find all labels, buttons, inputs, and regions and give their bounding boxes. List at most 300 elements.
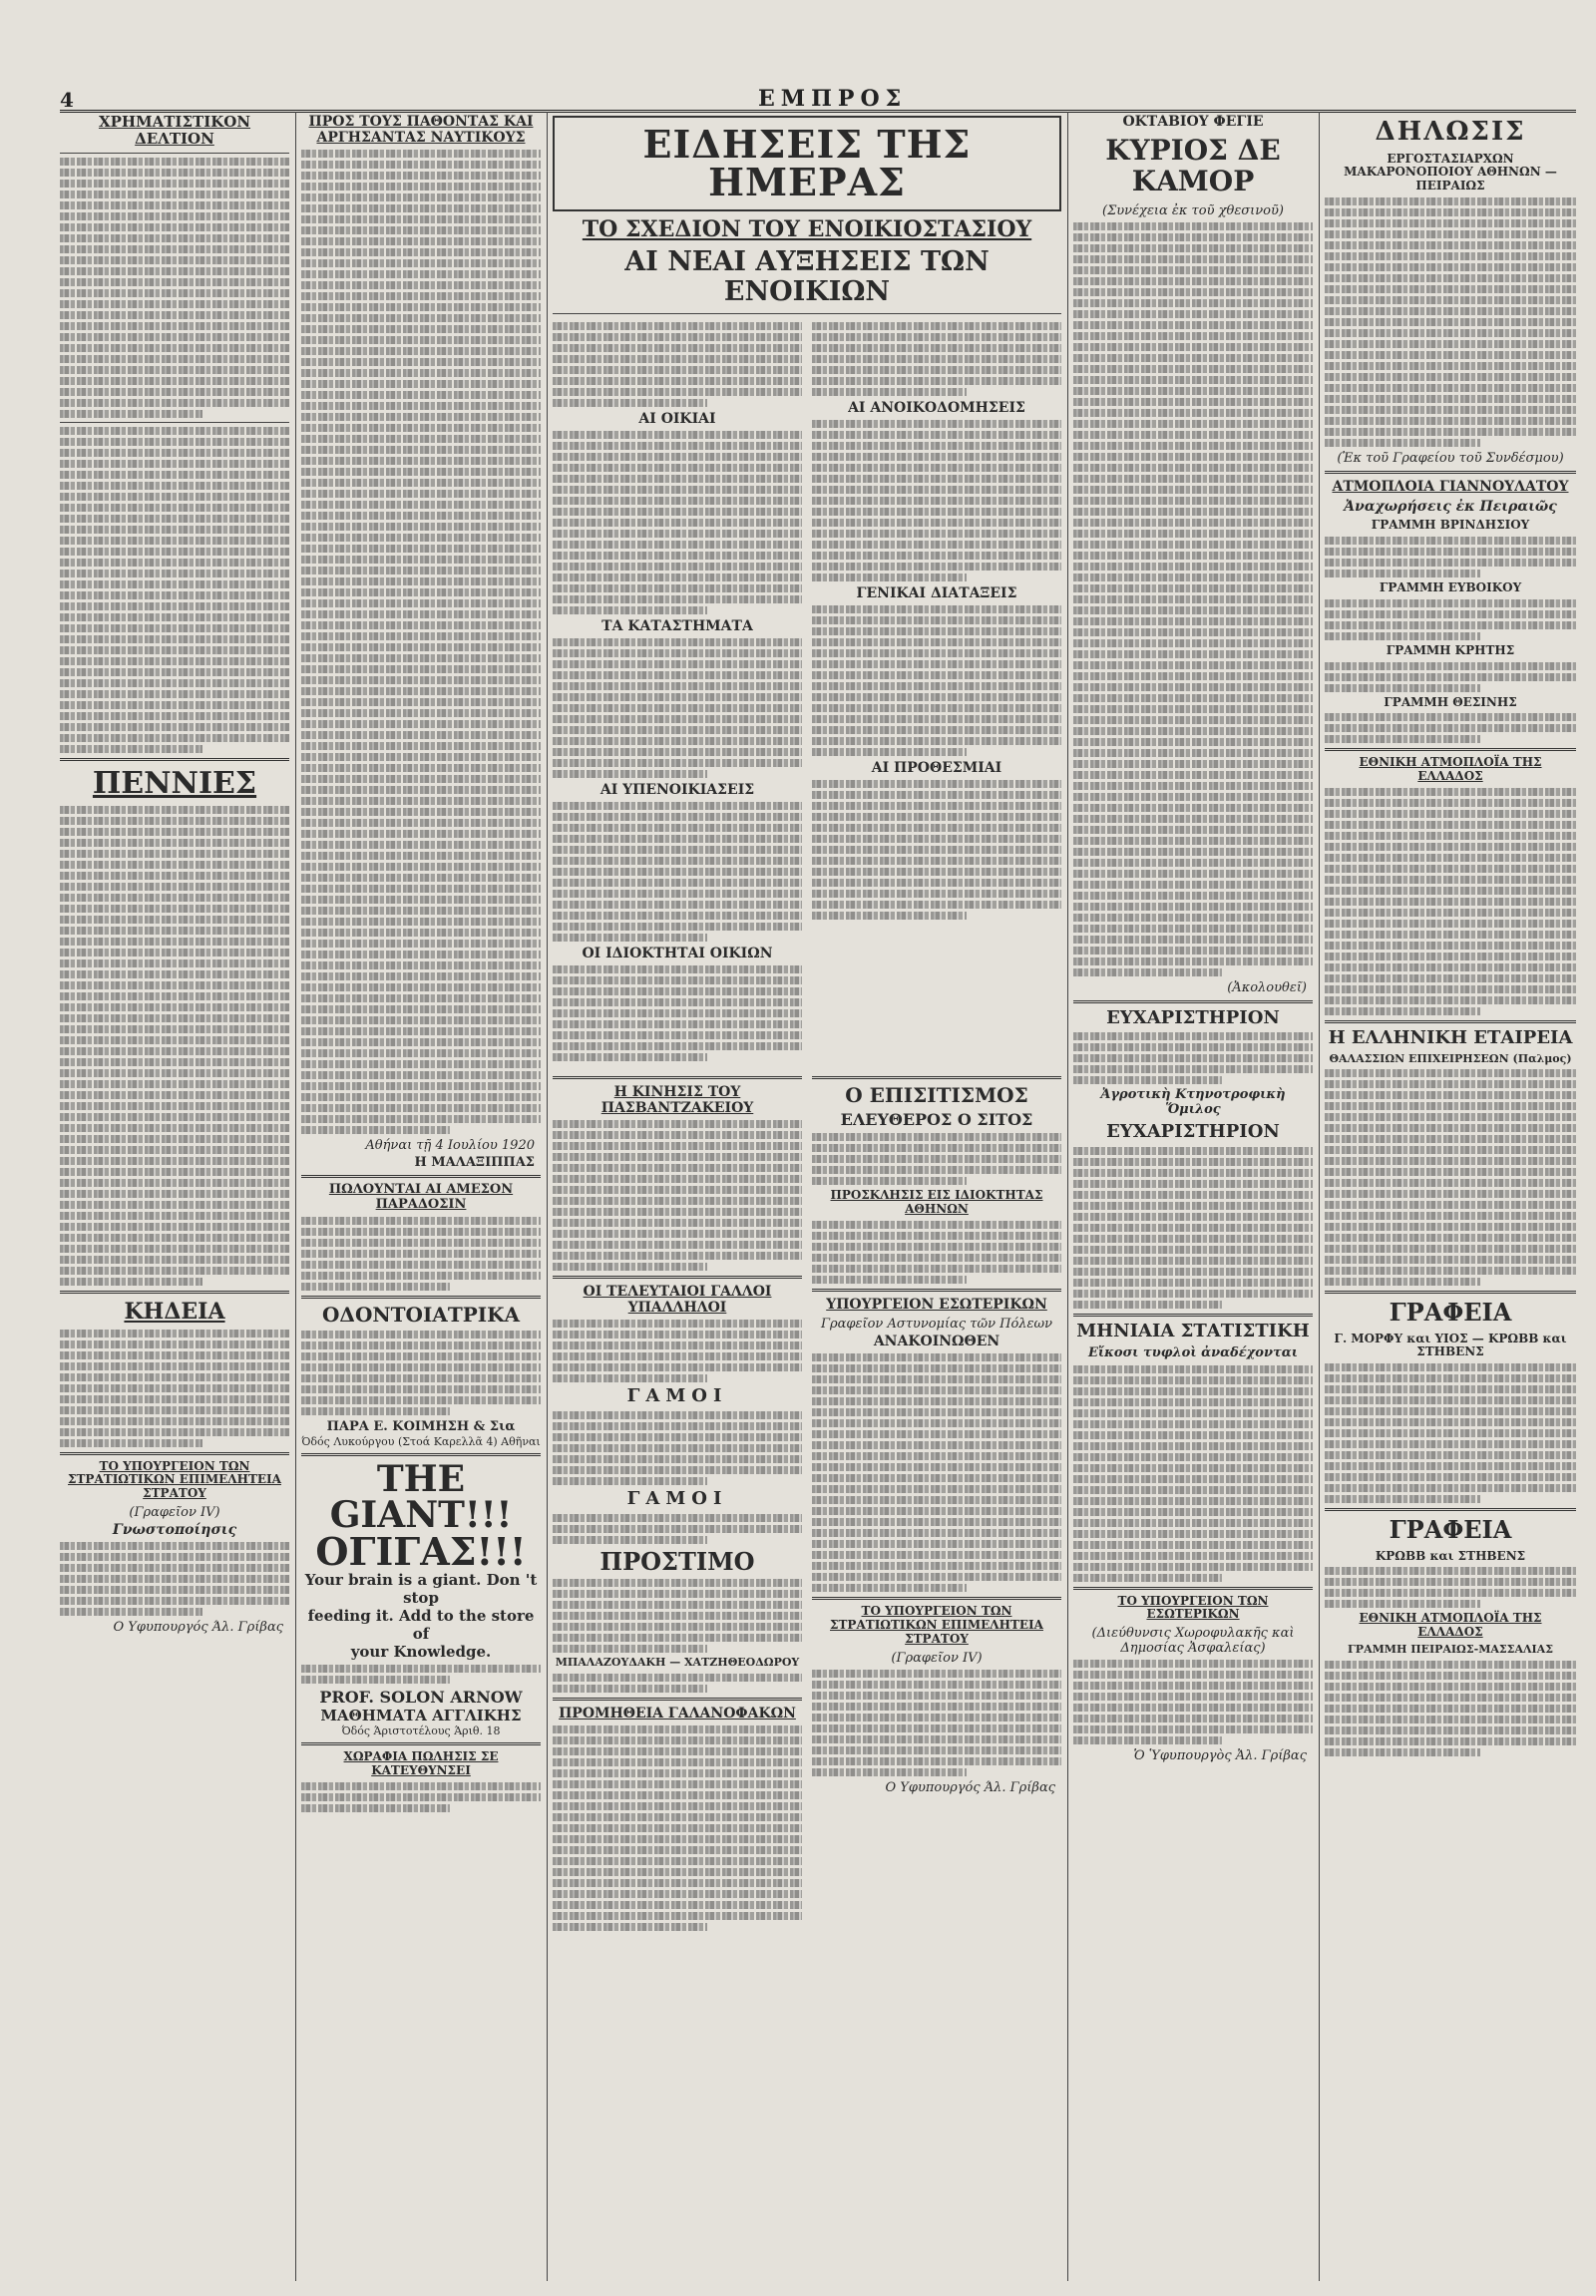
text-line bbox=[1073, 1398, 1313, 1406]
text-line bbox=[60, 515, 289, 523]
text-line bbox=[1073, 1191, 1313, 1199]
text-line bbox=[812, 813, 1061, 821]
text-line bbox=[812, 1463, 1061, 1471]
text-line bbox=[60, 1168, 289, 1176]
text-line bbox=[1325, 843, 1576, 851]
text-line bbox=[301, 698, 541, 706]
text-line bbox=[1073, 1279, 1313, 1287]
text-line bbox=[301, 556, 541, 564]
text-line bbox=[301, 665, 541, 673]
text-line bbox=[812, 1692, 1061, 1700]
ad3-prof: PROF. SOLON ARNOW bbox=[319, 1687, 523, 1707]
text-line bbox=[60, 905, 289, 913]
text-line bbox=[1073, 1693, 1313, 1701]
divider bbox=[301, 1742, 541, 1745]
anakoinosis: ΑΝΑΚΟΙΝΩΘΕΝ bbox=[873, 1334, 1000, 1350]
text-line bbox=[1073, 1508, 1313, 1516]
text-line bbox=[553, 399, 707, 407]
text-line bbox=[301, 852, 541, 860]
minia-title: ΜΗΝΙΑΙΑ ΣΤΑΤΙΣΤΙΚΗ bbox=[1076, 1320, 1310, 1341]
text-line bbox=[553, 998, 802, 1006]
banner-title: ΕΙΔΗΣΕΙΣ ΤΗΣ ΗΜΕΡΑΣ bbox=[642, 122, 972, 204]
text-line bbox=[60, 1395, 289, 1403]
ad2-title: ΟΔΟΝΤΟΙΑΤΡΙΚΑ bbox=[322, 1303, 520, 1328]
text-line bbox=[1325, 241, 1576, 249]
text-line bbox=[301, 1217, 541, 1225]
text-line bbox=[553, 813, 802, 821]
divider bbox=[60, 422, 289, 423]
text-line bbox=[1073, 1464, 1313, 1472]
grafeia-2: ΓΡΑΦΕΙΑ bbox=[1389, 1515, 1512, 1545]
text-line bbox=[553, 366, 802, 374]
notice-text bbox=[60, 1542, 289, 1616]
text-line bbox=[1073, 760, 1313, 768]
text-line bbox=[1325, 559, 1576, 567]
text-line bbox=[553, 519, 802, 527]
text-line bbox=[553, 1331, 802, 1339]
divider bbox=[1073, 1587, 1313, 1590]
divider bbox=[60, 1452, 289, 1455]
ad2-text bbox=[301, 1331, 541, 1415]
text-line bbox=[812, 1551, 1061, 1559]
text-line bbox=[812, 1386, 1061, 1394]
text-line bbox=[1073, 1682, 1313, 1690]
text-line bbox=[301, 1250, 541, 1258]
text-line bbox=[553, 1846, 802, 1854]
text-line bbox=[60, 201, 289, 209]
text-line bbox=[1073, 1497, 1313, 1505]
dilosis-src: (Ἐκ τοῦ Γραφείου τοῦ Συνδέσμου) bbox=[1337, 450, 1564, 466]
text-line bbox=[1325, 439, 1480, 447]
text-line bbox=[1073, 376, 1313, 384]
text-line bbox=[553, 1363, 802, 1371]
column-main bbox=[553, 112, 1061, 2286]
text-line bbox=[60, 1223, 289, 1231]
text-line bbox=[1325, 373, 1576, 381]
text-line bbox=[553, 1725, 802, 1733]
text-line bbox=[1325, 909, 1576, 917]
text-line bbox=[1073, 442, 1313, 450]
text-line bbox=[1325, 1267, 1576, 1275]
text-line bbox=[812, 726, 1061, 734]
text-line bbox=[60, 959, 289, 967]
text-line bbox=[301, 1374, 541, 1382]
text-line bbox=[60, 883, 289, 891]
text-line bbox=[553, 1802, 802, 1810]
text-line bbox=[301, 994, 541, 1002]
text-line bbox=[60, 438, 289, 446]
text-line bbox=[1325, 1429, 1576, 1437]
text-line bbox=[301, 567, 541, 574]
text-line bbox=[553, 835, 802, 843]
text-line bbox=[1325, 821, 1576, 829]
ypoyrgeio-eso: ΥΠΟΥΡΓΕΙΟΝ ΕΣΩΤΕΡΙΚΩΝ bbox=[826, 1296, 1047, 1313]
text-line bbox=[1325, 1578, 1576, 1586]
text-line bbox=[812, 355, 1061, 363]
divider bbox=[60, 758, 289, 761]
ellhniki-title: Η ΕΛΛΗΝΙΚΗ ΕΤΑΙΡΕΙΑ bbox=[1328, 1026, 1573, 1048]
text-line bbox=[553, 1477, 707, 1485]
text-line bbox=[553, 1824, 802, 1832]
ad3-line2: feeding it. Add to the store of bbox=[307, 1606, 535, 1643]
text-line bbox=[60, 745, 202, 753]
text-line bbox=[1325, 1113, 1576, 1121]
text-line bbox=[60, 344, 289, 352]
divider bbox=[301, 1453, 541, 1456]
ellhniki-sub: ΘΑΛΑΣΣΙΩΝ ΕΠΙΧΕΙΡΗΣΕΩΝ (Παλμος) bbox=[1329, 1051, 1572, 1065]
divider bbox=[812, 1289, 1061, 1292]
text-line bbox=[60, 1058, 289, 1066]
text-line bbox=[301, 1038, 541, 1046]
main-lower-left bbox=[553, 1071, 802, 1935]
text-line bbox=[60, 806, 289, 814]
text-line bbox=[1073, 815, 1313, 823]
text-line bbox=[553, 1009, 802, 1017]
text-line bbox=[60, 591, 289, 599]
text-line bbox=[301, 1385, 541, 1393]
text-line bbox=[301, 830, 541, 838]
divider bbox=[1325, 1291, 1576, 1294]
text-line bbox=[812, 1276, 967, 1284]
text-line bbox=[1325, 724, 1576, 732]
text-line bbox=[1325, 854, 1576, 862]
text-line bbox=[1325, 1672, 1576, 1680]
text-line bbox=[1325, 1683, 1576, 1691]
text-line bbox=[60, 169, 289, 177]
text-line bbox=[553, 737, 802, 745]
text-line bbox=[1073, 1032, 1313, 1040]
text-line bbox=[1073, 497, 1313, 505]
text-line bbox=[301, 1352, 541, 1360]
text-line bbox=[1325, 252, 1576, 260]
text-line bbox=[1325, 1451, 1576, 1459]
text-line bbox=[60, 377, 289, 385]
text-line bbox=[60, 449, 289, 457]
text-line bbox=[301, 402, 541, 410]
sub-genikai: ΓΕΝΙΚΑΙ ΔΙΑΤΑΞΕΙΣ bbox=[856, 584, 1017, 601]
text-line bbox=[301, 621, 541, 629]
text-line bbox=[553, 1579, 802, 1587]
text-line bbox=[553, 1890, 802, 1898]
text-line bbox=[812, 1265, 1061, 1273]
text-line bbox=[60, 701, 289, 709]
text-line bbox=[553, 1612, 802, 1620]
text-line bbox=[553, 388, 802, 396]
text-line bbox=[812, 715, 1061, 723]
text-line bbox=[1325, 285, 1576, 293]
divider bbox=[812, 1076, 1061, 1079]
text-line bbox=[1073, 903, 1313, 911]
text-line bbox=[1325, 621, 1576, 629]
text-line bbox=[1073, 1409, 1313, 1417]
text-line bbox=[812, 1375, 1061, 1383]
text-line bbox=[812, 475, 1061, 483]
text-line bbox=[60, 1212, 289, 1220]
text-line bbox=[812, 1584, 967, 1592]
text-line bbox=[553, 1879, 802, 1887]
text-line bbox=[1325, 1245, 1576, 1253]
minia-sub: Εἴκοσι τυφλοὶ ἀναδέχονται bbox=[1087, 1344, 1299, 1360]
text-line bbox=[812, 1166, 1061, 1174]
text-line bbox=[553, 1868, 802, 1876]
text-line bbox=[60, 981, 289, 989]
ad1-text bbox=[301, 1217, 541, 1291]
text-line bbox=[812, 1529, 1061, 1537]
text-line bbox=[553, 431, 802, 439]
text-line bbox=[301, 643, 541, 651]
text-line bbox=[812, 627, 1061, 635]
text-line bbox=[301, 523, 541, 531]
text-line bbox=[1325, 1385, 1576, 1393]
text-line bbox=[812, 1441, 1061, 1449]
text-line bbox=[1073, 431, 1313, 439]
text-line bbox=[553, 1590, 802, 1598]
text-line bbox=[60, 1564, 289, 1572]
text-line bbox=[812, 605, 1061, 613]
text-line bbox=[812, 671, 1061, 679]
text-line bbox=[60, 1102, 289, 1110]
text-line bbox=[1325, 1407, 1576, 1415]
sub-anoikodomiseis: ΑΙ ΑΝΟΙΚΟΔΟΜΗΣΕΙΣ bbox=[848, 399, 1025, 416]
text-line bbox=[553, 584, 802, 592]
text-line bbox=[60, 1340, 289, 1348]
text-line bbox=[301, 1363, 541, 1371]
text-line bbox=[60, 1428, 289, 1436]
text-line bbox=[1325, 974, 1576, 982]
text-line bbox=[1325, 1716, 1576, 1723]
text-line bbox=[301, 1407, 450, 1415]
text-line bbox=[60, 460, 289, 468]
text-line bbox=[1073, 288, 1313, 296]
text-line bbox=[60, 256, 289, 264]
ad1-title: ΠΩΛΟΥΝΤΑΙ ΑΙ ΑΜΕΣΟΝ ΠΑΡΑΔΟΣΙΝ bbox=[328, 1182, 514, 1213]
text-line bbox=[553, 1120, 802, 1128]
text-line bbox=[1325, 197, 1576, 205]
text-line bbox=[553, 682, 802, 690]
headline-2: ΑΙ ΝΕΑΙ ΑΥΞΗΣΕΙΣ ΤΩΝ ΕΝΟΙΚΙΩΝ bbox=[624, 246, 990, 307]
text-line bbox=[60, 872, 289, 880]
text-line bbox=[1325, 329, 1576, 337]
text-line bbox=[60, 927, 289, 935]
text-line bbox=[301, 588, 541, 596]
text-line bbox=[1073, 968, 1222, 976]
text-line bbox=[812, 704, 1061, 712]
main-lower bbox=[553, 1071, 1061, 1935]
text-line bbox=[301, 369, 541, 377]
promitheia-title: ΠΡΟΜΗΘΕΙΑ ΓΑΛΑΝΟΦΑΚΩΝ bbox=[559, 1705, 796, 1722]
epi-title: Ο ΕΠΙΣΙΤΙΣΜΟΣ bbox=[845, 1082, 1028, 1107]
divider bbox=[553, 313, 1061, 314]
text-line bbox=[1073, 398, 1313, 406]
text-line bbox=[60, 300, 289, 308]
text-line bbox=[1325, 1661, 1576, 1669]
text-line bbox=[60, 311, 289, 319]
text-line bbox=[553, 1131, 802, 1139]
text-line bbox=[1073, 683, 1313, 691]
text-line bbox=[301, 632, 541, 640]
text-line bbox=[60, 1201, 289, 1209]
divider bbox=[1073, 1314, 1313, 1317]
text-line bbox=[1325, 340, 1576, 348]
text-line bbox=[60, 970, 289, 978]
text-line bbox=[812, 1562, 1061, 1570]
text-line bbox=[1073, 332, 1313, 340]
text-line bbox=[1325, 788, 1576, 796]
text-line bbox=[60, 1267, 289, 1275]
text-line bbox=[1073, 1076, 1222, 1084]
text-line bbox=[301, 512, 541, 520]
text-line bbox=[812, 464, 1061, 472]
text-line bbox=[301, 808, 541, 816]
grafeia-1-sub: Γ. ΜΟΡΦΥ και ΥΙΟΣ — ΚΡΩΒΒ και ΣΤΗΒΕΝΣ bbox=[1334, 1331, 1567, 1359]
text-line bbox=[812, 1573, 1061, 1581]
text-line bbox=[301, 292, 541, 300]
text-line bbox=[1325, 384, 1576, 392]
text-line bbox=[553, 1514, 802, 1522]
column-shipping bbox=[1325, 112, 1576, 2286]
text-line bbox=[812, 1397, 1061, 1405]
text-line bbox=[1073, 1530, 1313, 1538]
divider bbox=[301, 1296, 541, 1299]
text-line bbox=[1073, 870, 1313, 878]
text-line bbox=[1325, 887, 1576, 895]
text-line bbox=[812, 366, 1061, 374]
text-line bbox=[553, 715, 802, 723]
efxaristirion-2: ΕΥΧΑΡΙΣΤΗΡΙΟΝ bbox=[1106, 1121, 1280, 1143]
anaxoriseis: Ἀναχωρήσεις ἐκ Πειραιῶς bbox=[1344, 499, 1557, 516]
text-line bbox=[1325, 362, 1576, 370]
ad3-line3: your Knowledge. bbox=[350, 1642, 492, 1661]
divider bbox=[60, 1291, 289, 1294]
text-line bbox=[553, 934, 707, 942]
text-line bbox=[1073, 1054, 1313, 1062]
text-line bbox=[1325, 307, 1576, 315]
text-line bbox=[1325, 1726, 1576, 1734]
text-line bbox=[553, 649, 802, 657]
text-line bbox=[301, 1804, 450, 1812]
text-line bbox=[1073, 1147, 1313, 1155]
text-line bbox=[60, 245, 289, 253]
sub-ypenoikiaseis: ΑΙ ΥΠΕΝΟΙΚΙΑΣΕΙΣ bbox=[599, 781, 755, 798]
text-line bbox=[301, 1793, 541, 1801]
ad2-addr: Όδός Λυκούργου (Στοά Καρελλᾶ 4) Αθῆναι bbox=[301, 1434, 541, 1448]
text-line bbox=[60, 1439, 202, 1447]
text-line bbox=[1073, 1169, 1313, 1177]
text-line bbox=[812, 890, 1061, 898]
text-line bbox=[301, 1665, 541, 1673]
text-line bbox=[301, 325, 541, 333]
text-line bbox=[301, 1239, 541, 1247]
text-line bbox=[1073, 1180, 1313, 1188]
text-line bbox=[553, 726, 802, 734]
text-line bbox=[1073, 486, 1313, 494]
text-line bbox=[812, 1221, 1061, 1229]
text-line bbox=[1073, 793, 1313, 801]
pennies-title: ΠΕΝΝΙΕΣ bbox=[92, 765, 257, 801]
text-line bbox=[1073, 595, 1313, 603]
text-line bbox=[60, 570, 289, 577]
text-line bbox=[1073, 420, 1313, 428]
text-line bbox=[553, 1411, 802, 1419]
text-line bbox=[1325, 1278, 1480, 1286]
text-line bbox=[1325, 1124, 1576, 1132]
text-line bbox=[553, 770, 707, 778]
sailors-head: ΠΡΟΣ ΤΟΥΣ ΠΑΘΟΝΤΑΣ ΚΑΙ ΑΡΓΗΣΑΝΤΑΣ ΝΑΥΤΙΚΟΥΣ bbox=[308, 114, 534, 147]
ad3-text bbox=[301, 1665, 541, 1684]
text-line bbox=[60, 355, 289, 363]
text-line bbox=[553, 1536, 707, 1544]
text-line bbox=[301, 380, 541, 388]
text-line bbox=[301, 314, 541, 322]
text-line bbox=[301, 490, 541, 498]
text-line bbox=[1073, 1065, 1313, 1073]
text-line bbox=[812, 1144, 1061, 1152]
text-line bbox=[553, 1444, 802, 1452]
text-line bbox=[1325, 230, 1576, 238]
text-line bbox=[1325, 1102, 1576, 1110]
text-line bbox=[553, 1791, 802, 1799]
text-line bbox=[1325, 673, 1576, 681]
text-line bbox=[553, 1433, 802, 1441]
text-line bbox=[553, 1685, 707, 1693]
masthead: ΕΜΠΡΟΣ bbox=[758, 86, 908, 112]
epi-sub: ΕΛΕΥΘΕΡΟΣ Ο ΣΙΤΟΣ bbox=[840, 1109, 1033, 1129]
text-line bbox=[812, 1474, 1061, 1482]
text-line bbox=[1073, 1290, 1313, 1298]
text-line bbox=[60, 493, 289, 501]
text-line bbox=[1073, 1301, 1222, 1309]
text-line bbox=[1073, 1387, 1313, 1395]
text-line bbox=[553, 530, 802, 538]
sub-katastimata: ΤΑ ΚΑΤΑΣΤΗΜΑΤΑ bbox=[601, 617, 753, 634]
text-line bbox=[553, 1042, 802, 1050]
text-line bbox=[553, 486, 802, 494]
text-line bbox=[60, 278, 289, 286]
text-line bbox=[60, 712, 289, 720]
sailors-date: Αθήναι τῇ 4 Ιουλίου 1920 bbox=[365, 1138, 535, 1154]
text-line bbox=[1325, 1007, 1480, 1015]
text-line bbox=[301, 874, 541, 882]
sailors-text bbox=[301, 150, 541, 1134]
ypoyrgeio-strat-sub: (Γραφεῖον IV) bbox=[891, 1650, 983, 1666]
text-line bbox=[60, 388, 289, 396]
text-line bbox=[1325, 876, 1576, 884]
text-line bbox=[553, 344, 802, 352]
text-line bbox=[60, 1069, 289, 1077]
notice-signature: Ο Υφυπουργός Άλ. Γρίβας bbox=[113, 1620, 283, 1636]
text-line bbox=[1073, 574, 1313, 581]
couple-names: ΜΠΑΛΑΖΟΥΔΑΚΗ — ΧΑΤΖΗΘΕΟΔΩΡΟΥ bbox=[555, 1656, 800, 1670]
text-line bbox=[553, 377, 802, 385]
text-line bbox=[1073, 1725, 1313, 1733]
text-line bbox=[553, 333, 802, 341]
text-line bbox=[812, 1757, 1061, 1765]
text-line bbox=[812, 660, 1061, 668]
ypoyrgeio-title: ΤΟ ΥΠΟΥΡΓΕΙΟΝ ΤΩΝ ΕΣΩΤΕΡΙΚΩΝ bbox=[1117, 1593, 1269, 1622]
text-line bbox=[60, 861, 289, 869]
text-line bbox=[301, 687, 541, 695]
ad4-title: ΧΩΡΑΦΙΑ ΠΩΛΗΣΙΣ ΣΕ ΚΑΤΕΥΘΥΝΣΕΙ bbox=[343, 1749, 499, 1778]
text-line bbox=[553, 541, 802, 549]
ethniki-title: ΕΘΝΙΚΗ ΑΤΜΟΠΛΟΪΑ ΤΗΣ ΕΛΛΑΔΟΣ bbox=[1359, 755, 1542, 784]
text-line bbox=[1073, 343, 1313, 351]
text-line bbox=[60, 1113, 289, 1121]
text-line bbox=[301, 961, 541, 969]
prostimo-title: ΠΡΟΣΤΙΜΟ bbox=[599, 1546, 755, 1576]
text-line bbox=[301, 1331, 541, 1339]
text-line bbox=[301, 907, 541, 915]
text-line bbox=[1073, 552, 1313, 560]
